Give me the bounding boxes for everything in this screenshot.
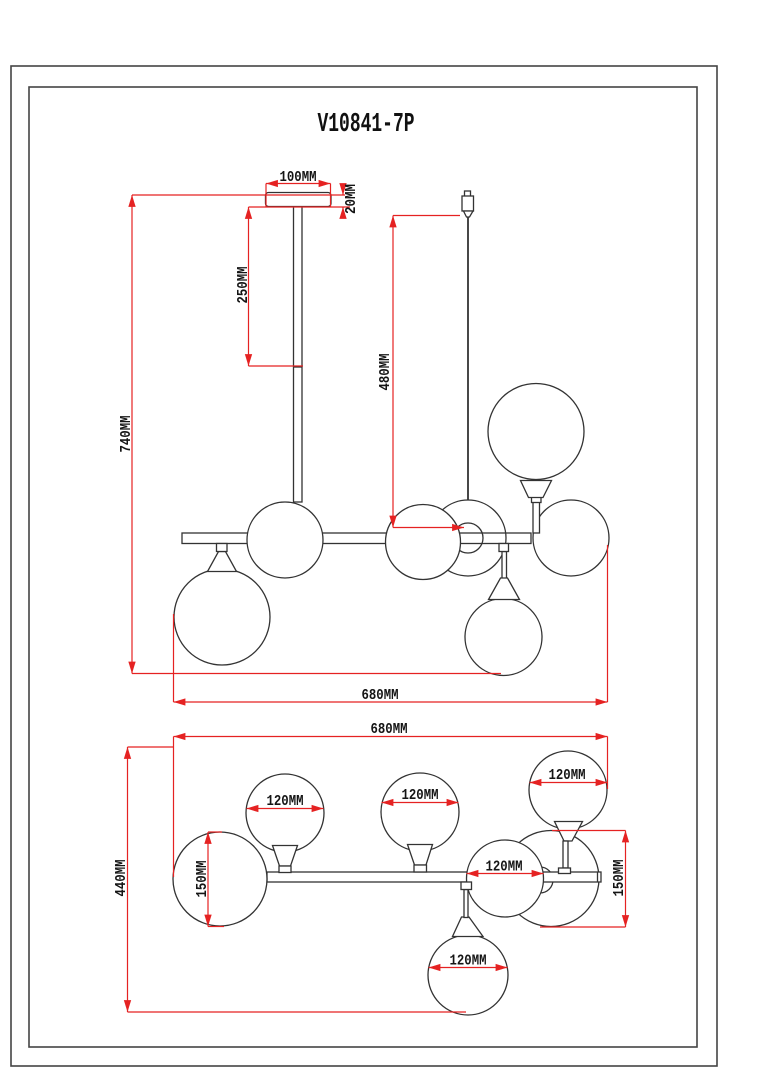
dim-label-overall-height: 740MM bbox=[118, 407, 135, 453]
plan-globe-c bbox=[529, 751, 607, 829]
plan-globe-c-socket bbox=[559, 868, 571, 874]
ceiling-rod bbox=[294, 204, 303, 502]
hanging-globe-left bbox=[174, 569, 270, 665]
dim-label-globe-c-diameter: 120MM bbox=[548, 767, 586, 784]
hanging-right-stem bbox=[502, 552, 507, 579]
upper-globe-cup bbox=[521, 481, 552, 498]
dim-label-left-globe-diameter: 150MM bbox=[194, 852, 211, 898]
upper-globe bbox=[488, 384, 584, 480]
plan-globe-bottom-cone bbox=[453, 917, 484, 937]
plan-globe-b-cup bbox=[408, 845, 433, 866]
outer-border bbox=[11, 66, 717, 1066]
plan-globe-c-stem bbox=[563, 841, 568, 868]
side-view bbox=[174, 191, 609, 676]
dim-label-canopy-height: 20MM bbox=[343, 177, 360, 214]
plan-globe-bottom-stem bbox=[464, 890, 468, 918]
plan-bar bbox=[267, 872, 601, 882]
side-globe-left-on-bar bbox=[247, 502, 323, 578]
side-bar bbox=[182, 533, 531, 544]
cord-grip-taper bbox=[464, 211, 474, 217]
plan-globe-center-120 bbox=[467, 840, 544, 917]
plan-globe-b-socket bbox=[414, 865, 427, 872]
dim-label-right-globe-diameter: 150MM bbox=[611, 851, 628, 897]
plan-globe-b bbox=[381, 773, 459, 851]
upper-globe-stem bbox=[533, 500, 540, 533]
hanging-right-socket bbox=[499, 544, 509, 552]
dim-label-cord-drop: 480MM bbox=[377, 345, 394, 391]
dim-label-globe-center-diameter: 120MM bbox=[485, 858, 523, 876]
plan-globe-bottom-socket bbox=[461, 882, 472, 890]
plan-globe-a bbox=[246, 774, 324, 852]
plan-globe-bottom bbox=[428, 935, 508, 1015]
side-globe-mid bbox=[386, 505, 461, 580]
inner-border bbox=[29, 87, 697, 1047]
plan-view bbox=[173, 751, 607, 1015]
dim-label-rod-length: 250MM bbox=[235, 258, 252, 304]
dim-label-plan-overall-depth: 440MM bbox=[113, 851, 130, 897]
hanging-right-cone bbox=[489, 578, 520, 600]
plan-globe-a-socket bbox=[279, 866, 291, 873]
dim-label-globe-a-diameter: 120MM bbox=[266, 793, 304, 810]
side-globe-right bbox=[533, 500, 609, 576]
dim-label-canopy-width: 100MM bbox=[279, 169, 317, 186]
dim-label-globe-bottom-diameter: 120MM bbox=[449, 952, 487, 970]
dim-label-plan-overall-width: 680MM bbox=[370, 721, 408, 738]
hanging-left-socket bbox=[217, 544, 228, 552]
dim-label-globe-b-diameter: 120MM bbox=[401, 787, 439, 804]
plan-globe-left-150 bbox=[173, 832, 267, 926]
plan-globe-a-cup bbox=[273, 846, 298, 867]
cord-grip bbox=[462, 196, 474, 211]
hanging-globe-right bbox=[465, 599, 542, 676]
model-number-title: V10841-7P bbox=[317, 110, 415, 140]
dim-label-side-overall-width: 680MM bbox=[361, 687, 399, 704]
hanging-left-cone bbox=[208, 552, 237, 572]
